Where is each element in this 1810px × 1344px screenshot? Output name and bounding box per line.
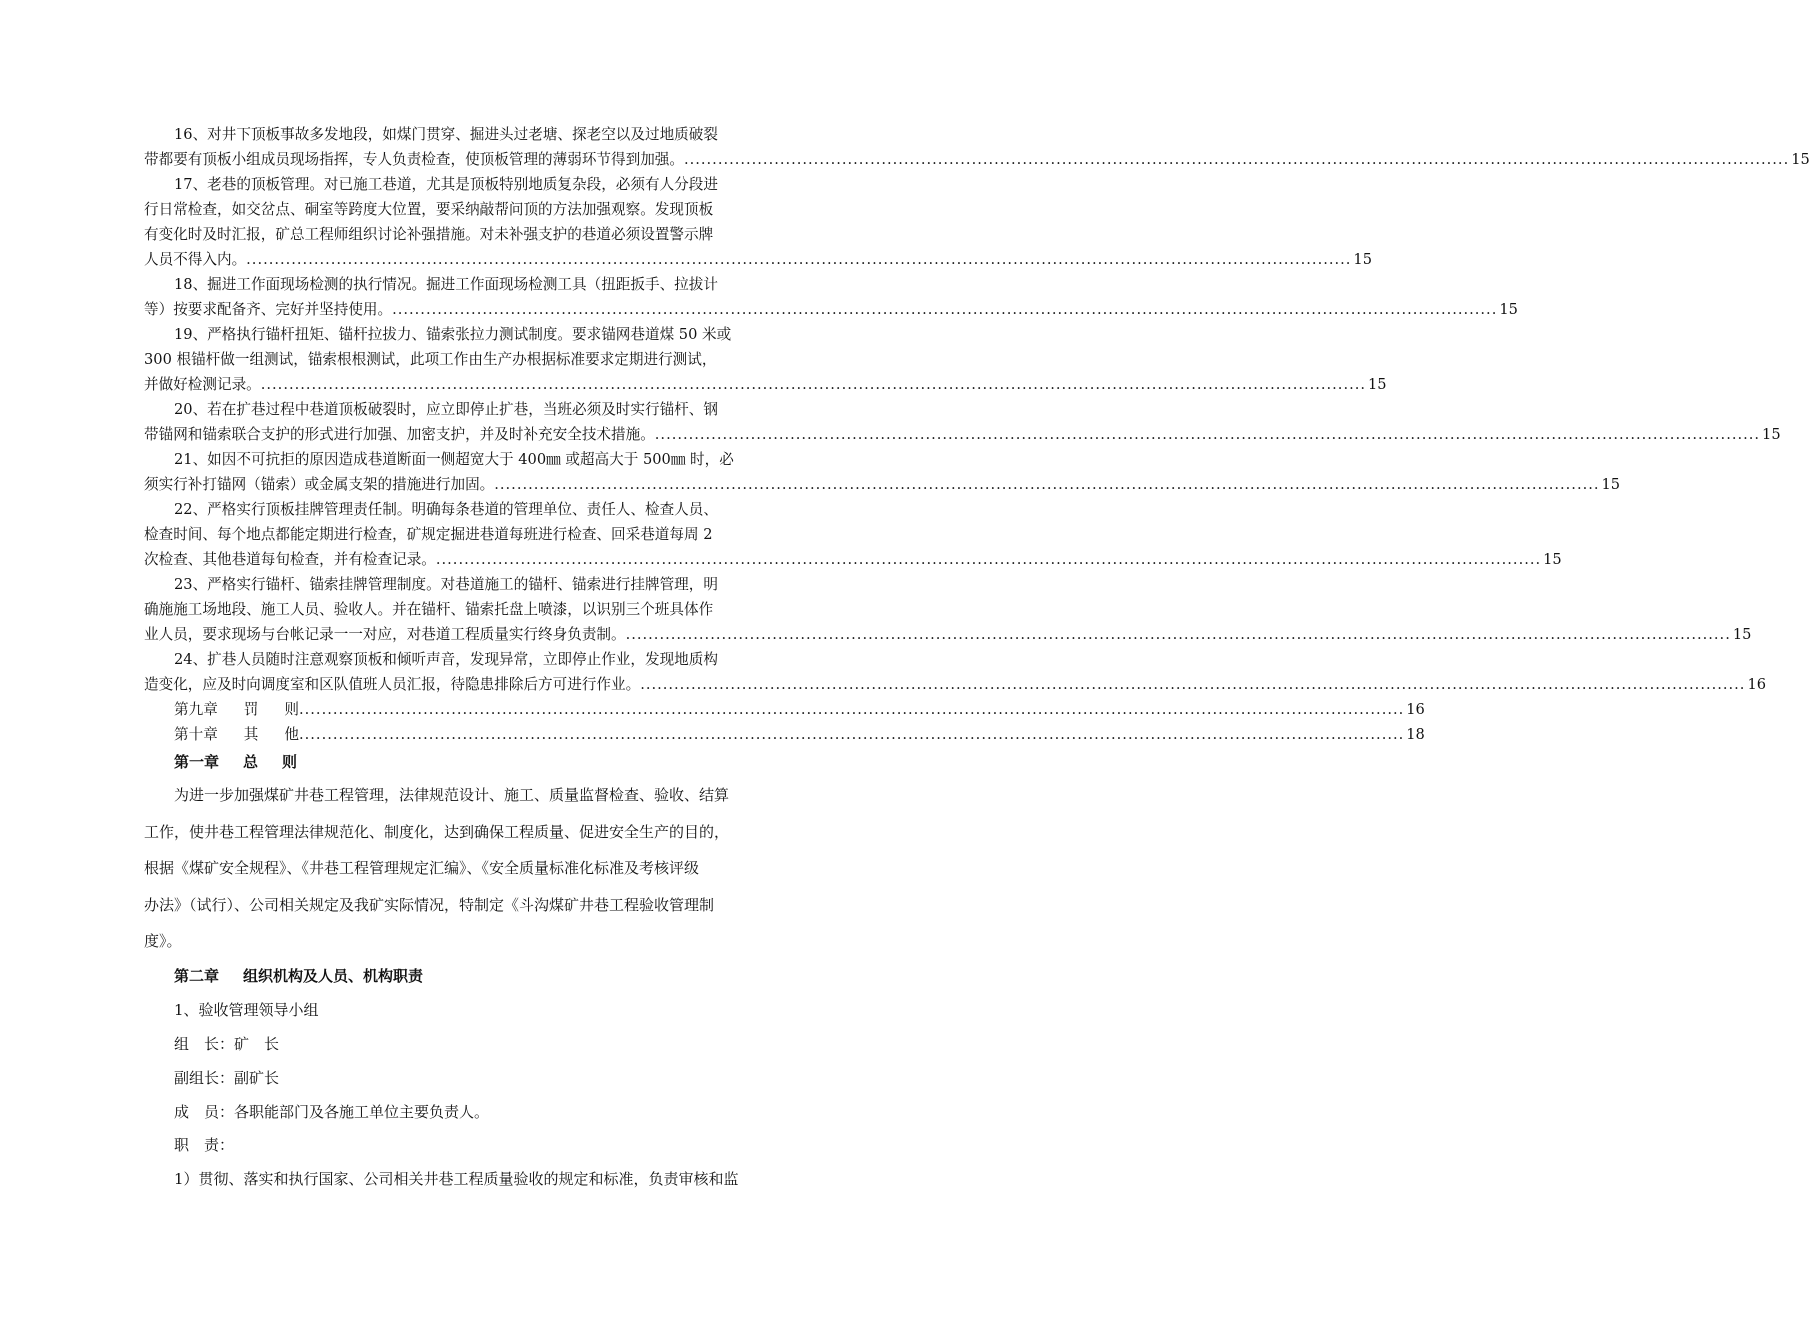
- toc-page-number: 18: [1406, 726, 1425, 743]
- toc-entry-16[interactable]: [144, 122, 1810, 172]
- leader-dots: [246, 247, 1351, 272]
- chapter2-item: 组 长：矿 长: [174, 1035, 280, 1053]
- toc-line: 有变化时及时汇报，矿总工程师组织讨论补强措施。对未补强支护的巷道必须设置警示牌: [144, 226, 714, 243]
- toc-chapter-9[interactable]: [174, 698, 1425, 723]
- toc-line: 并做好检测记录。: [144, 376, 261, 393]
- toc-entry-20[interactable]: [144, 397, 1781, 447]
- paragraph-line: 度》。: [144, 932, 182, 950]
- toc-line: 业人员，要求现场与台帐记录一一对应，对巷道工程质量实行终身负责制。: [144, 626, 626, 643]
- leader-dots: [626, 622, 1731, 647]
- toc-chapter-10[interactable]: [174, 723, 1425, 748]
- paragraph-line: 工作，使井巷工程管理法律规范化、制度化，达到确保工程质量、促进安全生产的目的，: [144, 822, 730, 841]
- paragraph-line: 为进一步加强煤矿井巷工程管理，法律规范设计、施工、质量监督检查、验收、结算: [174, 786, 730, 804]
- toc-chapter-title: 第十章 其 他: [174, 726, 300, 743]
- toc-line: 18、掘进工作面现场检测的执行情况。掘进工作面现场检测工具（扭距扳手、拉拔计: [174, 276, 718, 293]
- leader-dots: [640, 672, 1745, 697]
- toc-entry-21[interactable]: [144, 447, 1621, 497]
- chapter2-item: 职 责：: [174, 1136, 235, 1154]
- toc-line: 22、严格实行顶板挂牌管理责任制。明确每条巷道的管理单位、责任人、检查人员、: [174, 501, 718, 518]
- toc-line: 等）按要求配备齐、完好并坚持使用。: [144, 301, 393, 318]
- toc-line: 21、如因不可抗拒的原因造成巷道断面一侧超宽大于 400㎜ 或超高大于 500㎜ 时，必: [174, 451, 734, 468]
- toc-page-number: 15: [1601, 476, 1621, 493]
- toc-page-number: 16: [1747, 676, 1767, 693]
- toc-page-number: 15: [1499, 301, 1518, 318]
- toc-page-number: 15: [1762, 426, 1781, 443]
- toc-line: 24、扩巷人员随时注意观察顶板和倾听声音，发现异常，立即停止作业，发现地质构: [174, 651, 718, 668]
- toc-line: 19、严格执行锚杆扭矩、锚杆拉拔力、锚索张拉力测试制度。要求锚网巷道煤 50 米或: [174, 326, 732, 343]
- toc-entry-17[interactable]: [144, 172, 1372, 272]
- toc-line: 次检查、其他巷道每旬检查，并有检查记录。: [144, 551, 436, 568]
- toc-line: 16、对井下顶板事故多发地段，如煤门贯穿、掘进头过老塘、探老空以及过地质破裂: [174, 126, 718, 143]
- toc-line: 须实行补打锚网（锚索）或金属支架的措施进行加固。: [144, 476, 495, 493]
- toc-line: 23、严格实行锚杆、锚索挂牌管理制度。对巷道施工的锚杆、锚索进行挂牌管理，明: [174, 576, 718, 593]
- leader-dots: [436, 547, 1541, 572]
- toc-line: 300 根锚杆做一组测试，锚索根根测试，此项工作由生产办根据标准要求定期进行测试，: [144, 351, 717, 368]
- leader-dots: [299, 726, 1404, 743]
- toc-page-number: 15: [1732, 626, 1752, 643]
- toc-page-number: 15: [1543, 551, 1562, 568]
- toc-chapter-title: 第九章 罚 则: [174, 701, 300, 718]
- toc-page-number: 16: [1406, 701, 1425, 718]
- toc-line: 带都要有顶板小组成员现场指挥，专人负责检查，使顶板管理的薄弱环节得到加强。: [144, 151, 684, 168]
- leader-dots: [392, 297, 1497, 322]
- chapter2-item: 成 员：各职能部门及各施工单位主要负责人。: [174, 1103, 490, 1121]
- chapter1-heading: 第一章 总 则: [174, 753, 298, 771]
- paragraph-line: 办法》（试行）、公司相关规定及我矿实际情况，特制定《斗沟煤矿井巷工程验收管理制: [144, 895, 715, 914]
- toc-entry-22[interactable]: [144, 497, 1562, 572]
- toc-line: 检查时间、每个地点都能定期进行检查，矿规定掘进巷道每班进行检查、回采巷道每周 2: [144, 526, 713, 543]
- leader-dots: [494, 472, 1599, 497]
- toc-line: 造变化，应及时向调度室和区队值班人员汇报，待隐患排除后方可进行作业。: [144, 676, 641, 693]
- leader-dots: [684, 147, 1789, 172]
- toc-line: 行日常检查，如交岔点、硐室等跨度大位置，要采纳敲帮问顶的方法加强观察。发现顶板: [144, 201, 714, 218]
- chapter2-item: 1、验收管理领导小组: [174, 1001, 319, 1019]
- toc-entry-24[interactable]: [144, 647, 1767, 697]
- toc-page-number: 15: [1368, 376, 1387, 393]
- toc-entry-18[interactable]: [144, 272, 1518, 322]
- toc-line: 20、若在扩巷过程中巷道顶板破裂时，应立即停止扩巷，当班必须及时实行锚杆、钢: [174, 401, 718, 418]
- chapter2-item: 副组长：副矿长: [174, 1069, 280, 1087]
- toc-line: 确施施工场地段、施工人员、验收人。并在锚杆、锚索托盘上喷漆，以识别三个班具体作: [144, 601, 714, 618]
- toc-page-number: 15: [1791, 151, 1810, 168]
- toc-entry-19[interactable]: [144, 322, 1387, 397]
- leader-dots: [261, 372, 1366, 397]
- toc-line: 人员不得入内。: [144, 251, 247, 268]
- chapter2-item: 1）贯彻、落实和执行国家、公司相关井巷工程质量验收的规定和标准，负责审核和监: [174, 1170, 739, 1188]
- leader-dots: [299, 701, 1404, 718]
- toc-line: 17、老巷的顶板管理。对已施工巷道，尤其是顶板特别地质复杂段，必须有人分段进: [174, 176, 718, 193]
- toc-entry-23[interactable]: [144, 572, 1752, 647]
- chapter2-heading: 第二章 组织机构及人员、机构职责: [174, 967, 424, 985]
- chapter1-paragraph: [144, 777, 804, 960]
- leader-dots: [655, 422, 1760, 447]
- paragraph-line: 根据《煤矿安全规程》、《井巷工程管理规定汇编》、《安全质量标准化标准及考核评级: [144, 859, 700, 877]
- toc-line: 带锚网和锚索联合支护的形式进行加强、加密支护，并及时补充安全技术措施。: [144, 426, 655, 443]
- toc-page-number: 15: [1353, 251, 1372, 268]
